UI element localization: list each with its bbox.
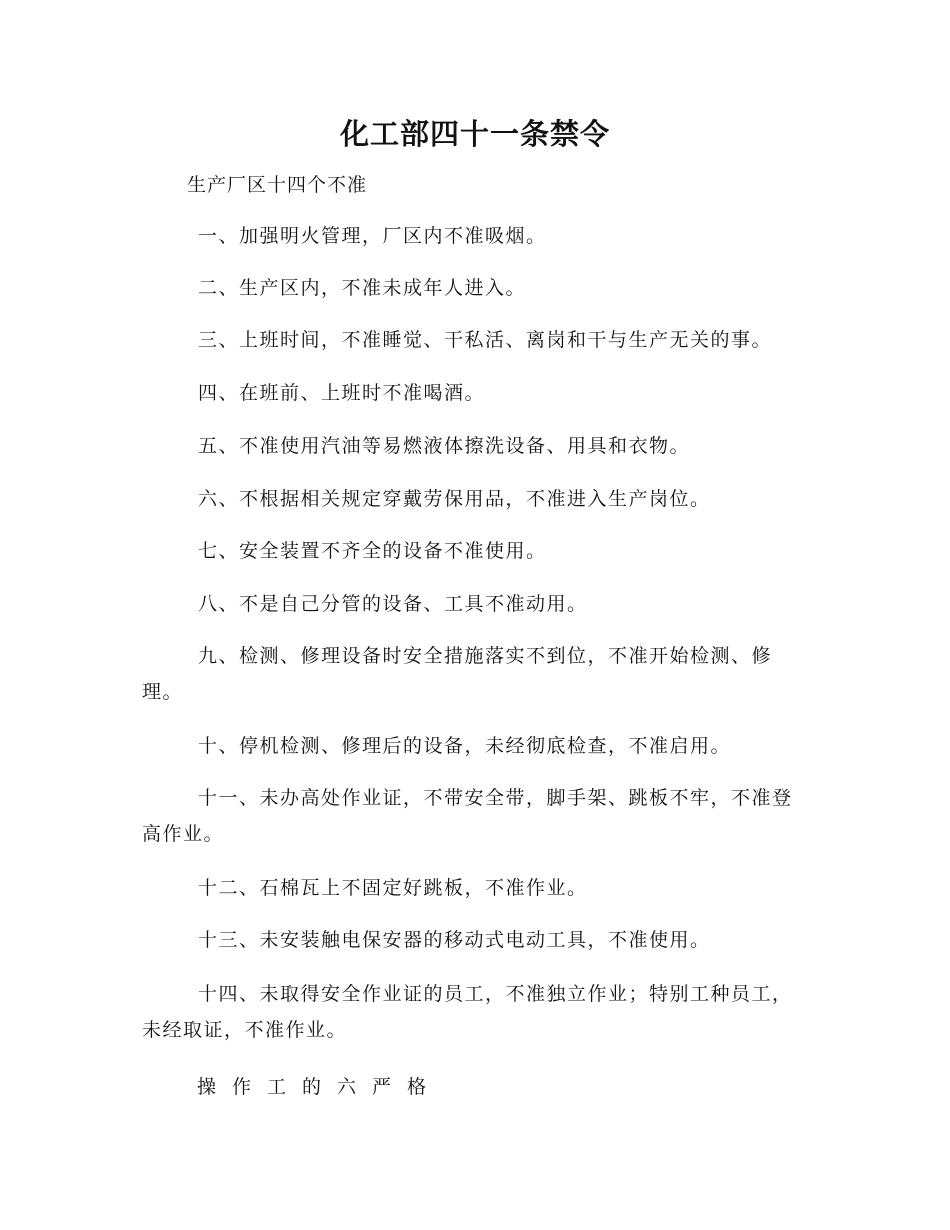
rule-item: 九、检测、修理设备时安全措施落实不到位，不准开始检测、修理。: [142, 645, 773, 703]
document-title: 化工部四十一条禁令: [339, 117, 610, 151]
rule-item: 十三、未安装触电保安器的移动式电动工具，不准使用。: [198, 929, 711, 951]
rule-item: 五、不准使用汽油等易燃液体擦洗设备、用具和衣物。: [198, 435, 691, 457]
rule-item: 三、上班时间，不准睡觉、干私活、离岗和干与生产无关的事。: [198, 329, 773, 351]
section-heading: 生产厂区十四个不准: [187, 174, 368, 196]
rule-item: 十二、石棉瓦上不固定好跳板，不准作业。: [198, 877, 588, 899]
rule-item: 六、不根据相关规定穿戴劳保用品，不准进入生产岗位。: [198, 488, 711, 510]
rule-item: 十四、未取得安全作业证的员工，不准独立作业；特别工种员工，未经取证，不准作业。: [142, 983, 793, 1041]
rule-item: 一、加强明火管理，厂区内不准吸烟。: [198, 225, 547, 247]
rule-item: 八、不是自己分管的设备、工具不准动用。: [198, 593, 588, 615]
rule-item: 十一、未办高处作业证，不带安全带，脚手架、跳板不牢，不准登高作业。: [142, 787, 793, 845]
rule-item: 四、在班前、上班时不准喝酒。: [198, 382, 486, 404]
rule-item: 七、安全装置不齐全的设备不准使用。: [198, 540, 547, 562]
next-section-heading: 操作工的六严格: [197, 1076, 443, 1098]
rule-item: 二、生产区内，不准未成年人进入。: [198, 277, 527, 299]
rule-item: 十、停机检测、修理后的设备，未经彻底检查，不准启用。: [198, 735, 732, 757]
